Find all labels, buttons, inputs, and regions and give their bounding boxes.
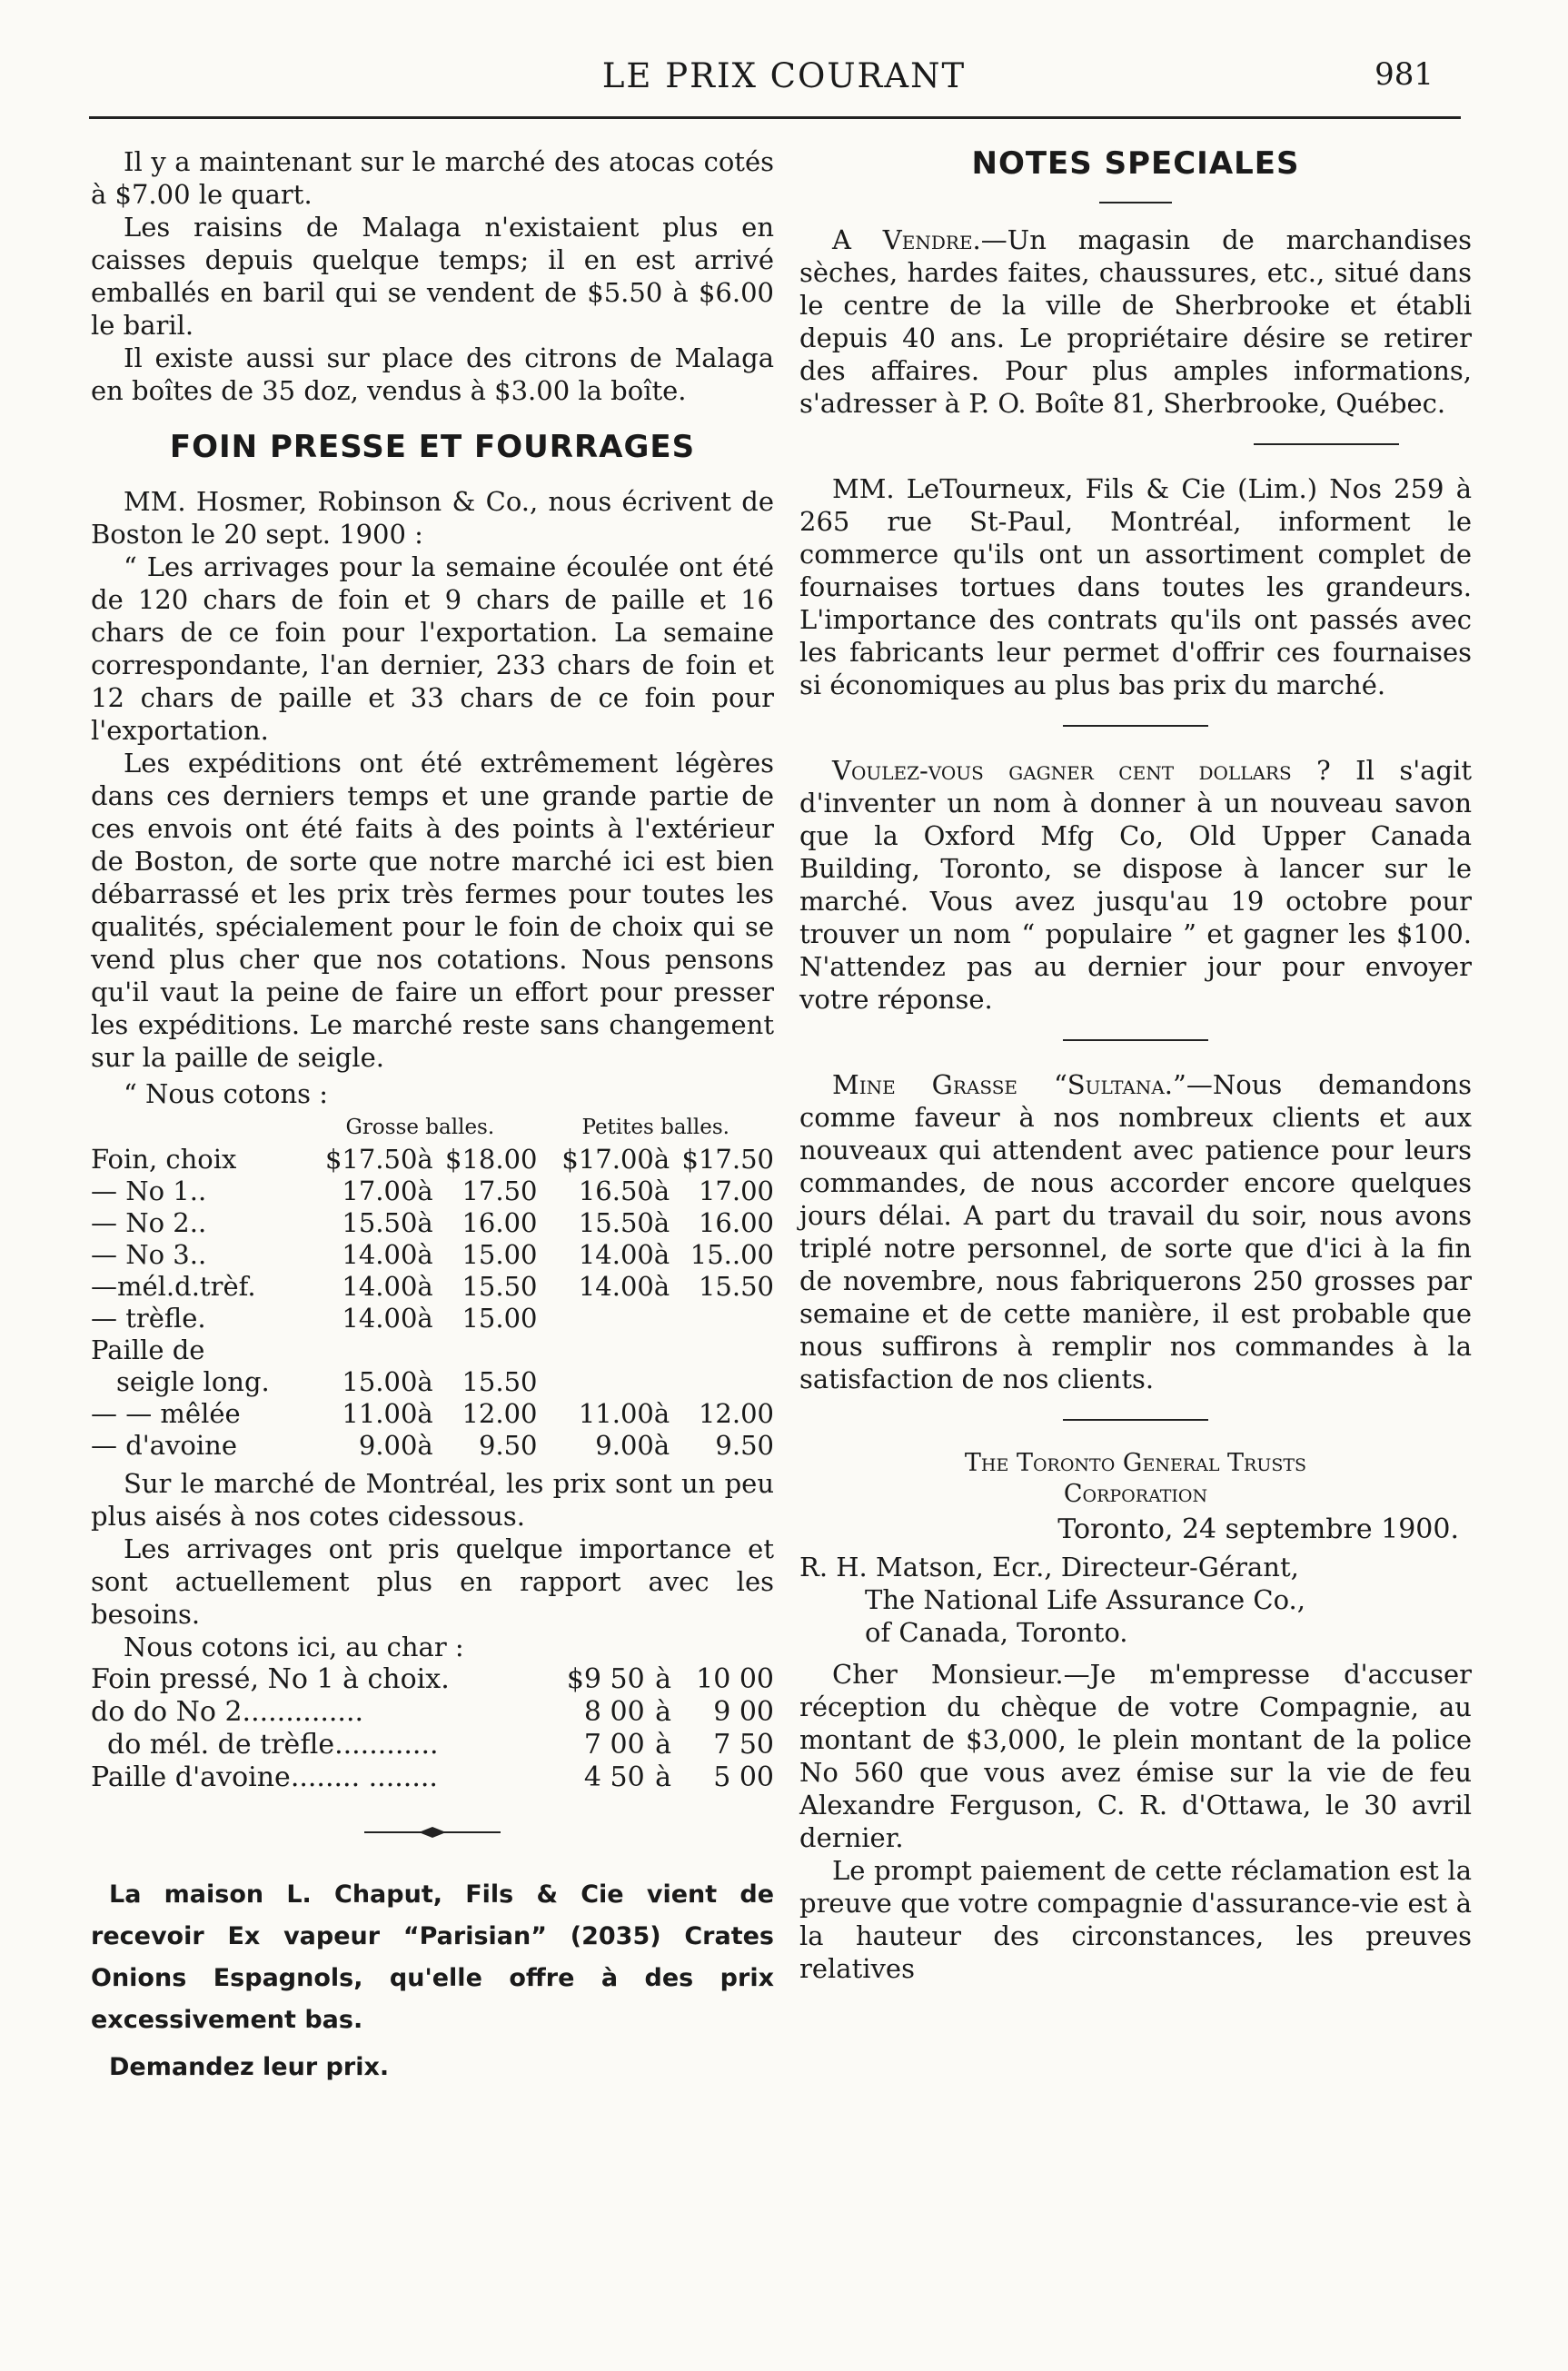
table-row: do do No 2.............. 8 00 à 9 00 xyxy=(91,1696,774,1728)
table-row: Foin, choix $17.50 à $18.00 $17.00 à $17.50 xyxy=(91,1144,774,1175)
nous-cotons: “ Nous cotons : xyxy=(124,1078,329,1109)
price-table-header xyxy=(91,1112,774,1144)
malaga-raisins-paragraph: Les raisins de Malaga n'existaient plus en caisses depuis quelque temps; il en est arrivé emballés en baril qui se vendent de $5.50 à $6.00 le baril. xyxy=(91,212,774,341)
expeditions-paragraph: Les expéditions ont été extrêmement légères dans ces derniers temps et une grande partie de ces envois ont été faits à des points à l'extérieur de Boston, de sorte que notre marché ici est bien débarrassé et les prix très fermes pour toutes les qualités, spécialement pour le foin de choix qui se vend plus cher que nos cotations. Nous pensons qu'il vaut la peine de faire un effort pour presser les expéditions. Le marché reste sans changement sur la paille de seigle. xyxy=(91,748,774,1073)
header-petites-balles: Petites balles. xyxy=(581,1116,729,1139)
letter-company-line2: Corporation xyxy=(1063,1480,1208,1508)
table-row: —mél.d.trèf. 14.00 à 15.50 14.00 à 15.50 xyxy=(91,1271,774,1302)
note-body: —Un magasin de marchandises sèches, hardes faites, chaussures, etc., situé dans le centre de la ville de Sherbrooke et établi depuis 40 ans. Le propriétaire désire se retirer des affaires. Pour plus amples informations, s'adresser à P. O. Boîte 81, Sherbrooke, Québec. xyxy=(799,224,1472,419)
section-heading-foin: FOIN PRESSE ET FOURRAGES xyxy=(169,429,696,465)
address-line: The National Life Assurance Co., xyxy=(865,1584,1305,1615)
table-row: Foin pressé, No 1 à choix. $9 50 à 10 00 xyxy=(91,1663,774,1695)
note-body: —Nous demandons comme faveur à nos nombreux clients et aux nouveaux qui attendent avec patience pour leurs commandes, de nous accorder encore quelques jours délai. A part du travail du soir, nous avons triplé notre personnel, de sorte que d'ici à la fin de novembre, nous fabriquerons 250 grosses par semaine et de cette manière, il est probable que nous suffirons à remplir nos commandes à la satisfaction de nos clients. xyxy=(799,1069,1473,1394)
page-number: 981 xyxy=(1374,56,1434,93)
letter-body-paragraph: Le prompt paiement de cette réclamation est la preuve que votre compagnie d'assurance-vie est à la hauteur des circonstances, les preuves relatives xyxy=(799,1855,1472,1984)
letter-body-paragraph: Cher Monsieur.—Je m'empresse d'accuser réception du chèque de votre Compagnie, au montant de $3,000, le plein montant de la police No 560 que vous avez émise sur la vie de feu Alexandre Ferguson, C. R. d'Ottawa, le 30 avril dernier. xyxy=(799,1659,1472,1853)
table-row: — No 1.. 17.00 à 17.50 16.50 à 17.00 xyxy=(91,1176,774,1206)
ornament-divider xyxy=(91,1821,774,1843)
letter-company-line1: The Toronto General Trusts xyxy=(964,1449,1307,1477)
note-mine-grasse xyxy=(799,1068,1472,1395)
running-head: LE PRIX COURANT xyxy=(601,56,967,95)
note-body: MM. LeTourneux, Fils & Cie (Lim.) Nos 259 à 265 rue St-Paul, Montréal, informent le commerce qu'ils ont un assortiment complet de fournaises tortues dans toutes les grandeurs. L'importance des contrats qu'ils ont passés avec les fabricants leur permet d'offrir ces fournaises si économiques au plus bas prix du marché. xyxy=(799,473,1472,700)
chaput-advertisement xyxy=(91,1874,774,2088)
note-lead: Mine Grasse “Sultana.” xyxy=(832,1069,1186,1100)
arrivages-montreal-paragraph: Les arrivages ont pris quelque importance et sont actuellement plus en rapport avec les besoins. xyxy=(91,1533,774,1630)
table-row: — d'avoine 9.00 à 9.50 9.00 à 9.50 xyxy=(91,1430,774,1461)
table-row: Paille d'avoine........ ........ 4 50 à 5 00 xyxy=(91,1761,774,1793)
left-column xyxy=(91,145,774,2088)
letter-address xyxy=(799,1551,1472,1649)
arrivages-paragraph: “ Les arrivages pour la semaine écoulée ont été de 120 chars de foin et 9 chars de paille et 16 chars de ce foin pour l'exportation. La semaine correspondante, l'an dernier, 233 chars de foin et 12 chars de paille et 33 chars de ce foin pour l'exportation. xyxy=(91,551,774,746)
note-letourneux xyxy=(799,472,1472,701)
chaput-ad-text: La maison L. Chaput, Fils & Cie vient de recevoir Ex vapeur “Parisian” (2035) Crates Onions Espagnols, qu'elle offre à des prix excessivement bas. xyxy=(91,1880,774,2034)
right-column xyxy=(799,145,1472,1985)
note-body: Il s'agit d'inventer un nom à donner à un nouveau savon que la Oxford Mfg Co, Old Upper Canada Building, Toronto, se dispose à lancer sur le marché. Vous avez jusqu'au 19 octobre pour trouver un nom “ populaire ” et gagner les $100. N'attendez pas au dernier jour pour envoyer votre réponse. xyxy=(799,755,1472,1015)
ornament-rule-icon xyxy=(364,1826,501,1839)
chaput-ad-cta: Demandez leur prix. xyxy=(109,2053,390,2081)
montreal-paragraph: Sur le marché de Montréal, les prix sont un peu plus aisés à nos cotes cidessous. xyxy=(91,1468,774,1532)
table-row: do mél. de trèfle............ 7 00 à 7 50 xyxy=(107,1729,774,1761)
table-row: seigle long. 15.00 à 15.50 xyxy=(116,1366,538,1397)
address-line: R. H. Matson, Ecr., Directeur-Gérant, xyxy=(799,1552,1299,1582)
nous-cotons-ici: Nous cotons ici, au char : xyxy=(124,1632,464,1662)
atocas-paragraph: Il y a maintenant sur le marché des atocas cotés à $7.00 le quart. xyxy=(91,146,774,210)
separator-rule xyxy=(1254,443,1399,445)
header-rule xyxy=(89,116,1461,119)
separator-rule xyxy=(1063,725,1208,727)
table-row: — trèfle. 14.00 à 15.00 xyxy=(91,1303,538,1334)
table-row: — No 2.. 15.50 à 16.00 15.50 à 16.00 xyxy=(91,1207,774,1238)
table-row: Paille de xyxy=(91,1334,205,1365)
heading-rule xyxy=(1099,202,1172,203)
separator-rule xyxy=(1063,1039,1208,1041)
table-row: — — mêlée 11.00 à 12.00 11.00 à 12.00 xyxy=(91,1398,774,1429)
section-heading-notes: NOTES SPECIALES xyxy=(971,145,1300,182)
address-line: of Canada, Toronto. xyxy=(865,1617,1128,1648)
note-lead: Voulez-vous gagner cent dollars ? xyxy=(832,755,1331,786)
header-grosse-balles: Grosse balles. xyxy=(345,1116,495,1139)
hosmer-intro: MM. Hosmer, Robinson & Co., nous écrivent de Boston le 20 sept. 1900 : xyxy=(91,486,774,550)
letter-dateline: Toronto, 24 septembre 1900. xyxy=(1057,1513,1459,1545)
boston-price-table xyxy=(91,1112,774,1462)
note-cent-dollars xyxy=(799,754,1472,1016)
separator-rule xyxy=(1063,1419,1208,1421)
table-row: — No 3.. 14.00 à 15.00 14.00 à 15..00 xyxy=(91,1239,774,1270)
montreal-price-table xyxy=(91,1663,774,1794)
note-lead: A Vendre. xyxy=(832,224,981,255)
note-a-vendre xyxy=(799,223,1472,420)
citrons-paragraph: Il existe aussi sur place des citrons de Malaga en boîtes de 35 doz, vendus à $3.00 la boîte. xyxy=(91,342,774,406)
